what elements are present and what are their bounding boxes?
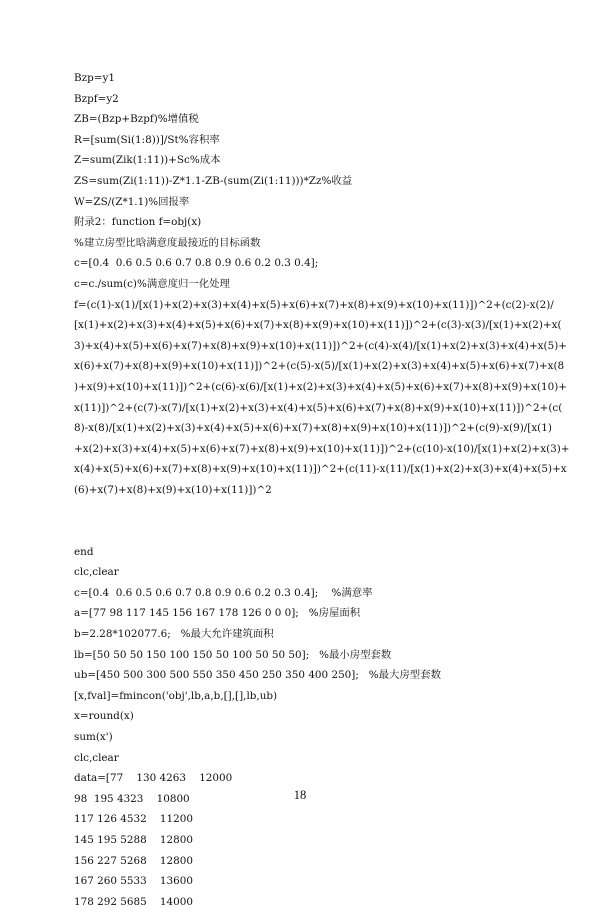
blank-line — [74, 521, 544, 542]
code-line: clc,clear — [74, 566, 119, 579]
data-row: 145 195 5288 12800 — [74, 833, 193, 846]
code-line: [x(1)+x(2)+x(3)+x(4)+x(5)+x(6)+x(7)+x(8)+x(9)+x(10)+x(11)])^2+(c(3)-x(3)/[x(1)+x(2)+x( — [74, 319, 562, 332]
code-line: c=[0.4 0.6 0.5 0.6 0.7 0.8 0.9 0.6 0.2 0.3 0.4]; %满意率 — [74, 586, 373, 599]
code-line: W=ZS/(Z*1.1)%回报率 — [74, 195, 190, 208]
code-line: b=2.28*102077.6; %最大允许建筑面积 — [74, 628, 274, 641]
page-number: 18 — [293, 788, 307, 802]
code-line: f=(c(1)-x(1)/[x(1)+x(2)+x(3)+x(4)+x(5)+x(6)+x(7)+x(8)+x(9)+x(10)+x(11)])^2+(c(2)-x(2)/ — [74, 298, 554, 311]
data-row: 117 126 4532 11200 — [74, 813, 193, 826]
code-line: clc,clear — [74, 751, 119, 764]
blank-line — [74, 500, 544, 521]
data-row: 167 260 5533 13600 — [74, 875, 193, 888]
code-line: +x(2)+x(3)+x(4)+x(5)+x(6)+x(7)+x(8)+x(9)+x(10)+x(11)])^2+(c(10)-x(10)/[x(1)+x(2)+x(3)+ — [74, 442, 570, 455]
data-row: 156 227 5268 12800 — [74, 854, 193, 867]
code-line: x=round(x) — [74, 710, 134, 723]
code-line: 8)-x(8)/[x(1)+x(2)+x(3)+x(4)+x(5)+x(6)+x(7)+x(8)+x(9)+x(10)+x(11)])^2+(c(9)-x(9)/[x(1) — [74, 422, 552, 435]
code-line: x(4)+x(5)+x(6)+x(7)+x(8)+x(9)+x(10)+x(11)])^2+(c(11)-x(11)/[x(1)+x(2)+x(3)+x(4)+x(5)+x — [74, 463, 567, 476]
code-line: x(6)+x(7)+x(8)+x(9)+x(10)+x(11)])^2+(c(5)-x(5)/[x(1)+x(2)+x(3)+x(4)+x(5)+x(6)+x(7)+x(8 — [74, 360, 565, 373]
code-line: data=[77 130 4263 12000 — [74, 772, 233, 785]
code-line: ZB=(Bzp+Bzpf)%增值税 — [74, 113, 199, 126]
code-line: Bzpf=y2 — [74, 92, 119, 105]
code-line: 3)+x(4)+x(5)+x(6)+x(7)+x(8)+x(9)+x(10)+x(11)])^2+(c(4)-x(4)/[x(1)+x(2)+x(3)+x(4)+x(5)+ — [74, 339, 567, 352]
code-line: ub=[450 500 300 500 550 350 450 250 350 400 250]; %最大房型套数 — [74, 669, 441, 682]
data-row: 178 292 5685 14000 — [74, 895, 193, 908]
code-line: a=[77 98 117 145 156 167 178 126 0 0 0]; %房屋面积 — [74, 607, 361, 620]
code-line: ZS=sum(Zi(1:11))-Z*1.1-ZB-(sum(Zi(1:11)))*Zz%收益 — [74, 174, 353, 187]
code-line: (6)+x(7)+x(8)+x(9)+x(10)+x(11)])^2 — [74, 483, 272, 496]
code-line: %建立房型比晗满意度最接近的目标函数 — [74, 236, 261, 249]
code-line: c=c./sum(c)%满意度归一化处理 — [74, 277, 230, 290]
code-line: )+x(9)+x(10)+x(11)])^2+(c(6)-x(6)/[x(1)+x(2)+x(3)+x(4)+x(5)+x(6)+x(7)+x(8)+x(9)+x(10)+ — [74, 380, 567, 393]
code-line: [x,fval]=fmincon('obj',lb,a,b,[],[],lb,ub) — [74, 689, 278, 702]
code-line: Z=sum(Zik(1:11))+Sc%成本 — [74, 154, 221, 167]
code-line: Bzp=y1 — [74, 72, 115, 84]
code-block-1 — [74, 68, 570, 500]
code-line: sum(x') — [74, 731, 113, 743]
code-block-2 — [74, 542, 544, 912]
data-row: 98 195 4323 10800 — [74, 792, 190, 805]
code-line: c=[0.4 0.6 0.5 0.6 0.7 0.8 0.9 0.6 0.2 0.3 0.4]; — [74, 257, 319, 270]
code-line: lb=[50 50 50 150 100 150 50 100 50 50 50]; %最小房型套数 — [74, 648, 392, 661]
code-line: R=[sum(Si(1:8))]/St%容积率 — [74, 133, 220, 146]
code-line: x(11)])^2+(c(7)-x(7)/[x(1)+x(2)+x(3)+x(4)+x(5)+x(6)+x(7)+x(8)+x(9)+x(10)+x(11)])^2+(c( — [74, 401, 563, 414]
code-line: end — [74, 545, 94, 558]
code-listing — [74, 68, 570, 912]
appendix-heading: 附录2：function f=obj(x) — [74, 216, 202, 229]
